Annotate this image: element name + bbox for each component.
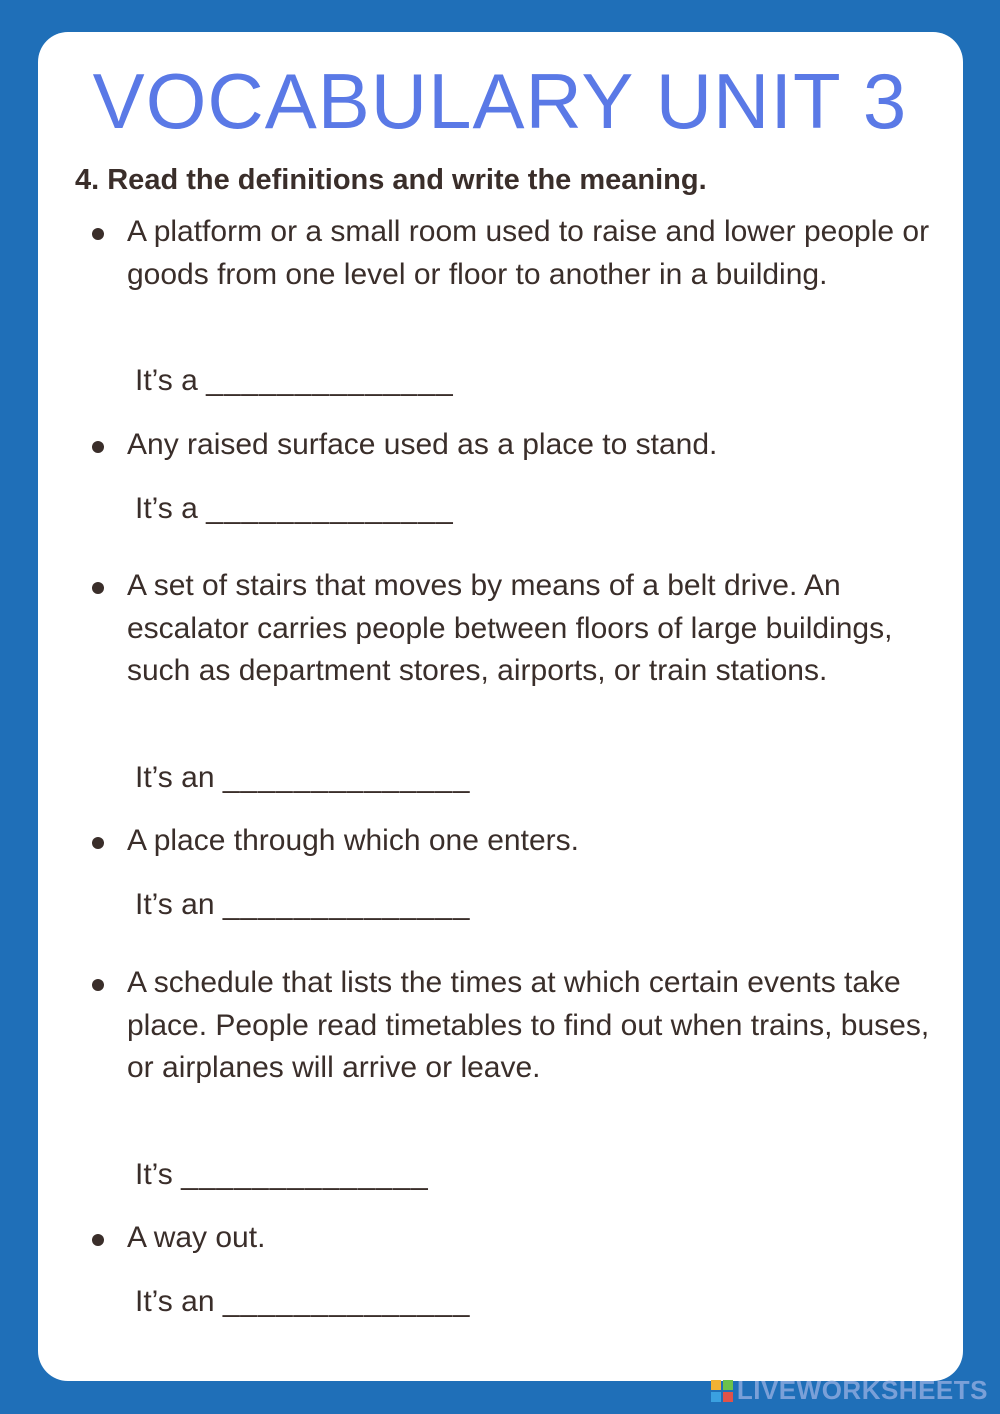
answer-line-1	[135, 361, 454, 401]
answer-line-3	[135, 758, 470, 798]
answer-blank-1[interactable]: ______________	[206, 364, 454, 397]
answer-blank-5[interactable]: ______________	[181, 1158, 429, 1191]
bullet-icon	[92, 837, 104, 849]
page-title: VOCABULARY UNIT 3	[92, 57, 908, 145]
answer-blank-2[interactable]: ______________	[206, 492, 454, 525]
answer-prompt-5: It’s	[135, 1158, 173, 1191]
answer-prompt-4: It’s an	[135, 888, 215, 921]
answer-prompt-2: It’s a	[135, 492, 198, 525]
answer-line-4	[135, 885, 470, 925]
definition-1: A platform or a small room used to raise and lower people or goods from one level or floor to another in a building.	[127, 215, 930, 291]
bullet-icon	[92, 979, 104, 991]
footer-brand	[711, 1375, 988, 1406]
answer-line-6	[135, 1282, 470, 1322]
definition-4: A place through which one enters.	[127, 824, 579, 857]
definition-2: Any raised surface used as a place to stand.	[127, 428, 718, 461]
answer-prompt-3: It’s an	[135, 761, 215, 794]
answer-prompt-1: It’s a	[135, 364, 198, 397]
answer-line-2	[135, 489, 454, 529]
answer-line-5	[135, 1155, 429, 1195]
definition-5: A schedule that lists the times at which certain events take place. People read timetables to find out when trains, buses, or airplanes will arrive or leave.	[127, 966, 930, 1084]
bullet-icon	[92, 228, 104, 240]
liveworksheets-logo-icon	[711, 1380, 733, 1402]
bullet-icon	[92, 441, 104, 453]
answer-blank-3[interactable]: ______________	[222, 761, 471, 794]
footer-brand-text: LIVEWORKSHEETS	[736, 1375, 988, 1405]
answer-blank-4[interactable]: ______________	[222, 888, 471, 921]
bullet-icon	[92, 1234, 104, 1246]
answer-prompt-6: It’s an	[135, 1285, 215, 1318]
bullet-icon	[92, 582, 104, 594]
answer-blank-6[interactable]: ______________	[222, 1285, 471, 1318]
definition-3: A set of stairs that moves by means of a belt drive. An escalator carries people between floors of large buildings, such as department stores, airports, or train stations.	[127, 569, 893, 687]
definition-6: A way out.	[127, 1221, 266, 1254]
instruction-heading: 4. Read the definitions and write the meaning.	[75, 164, 707, 196]
